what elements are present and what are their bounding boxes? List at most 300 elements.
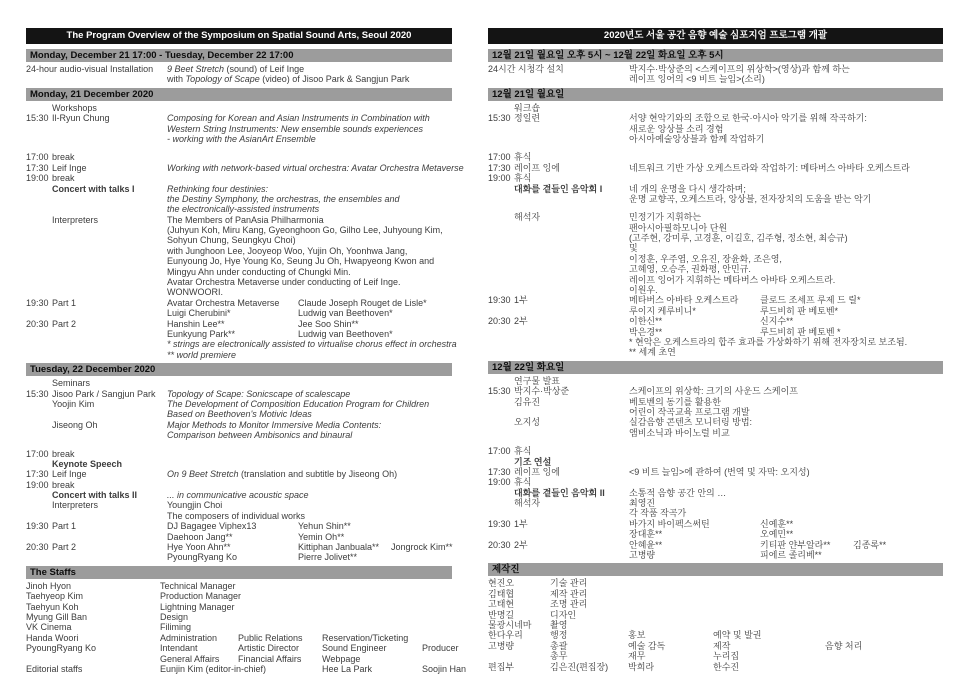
text-cell: Hye Yoon Ahn** bbox=[167, 542, 231, 553]
text-cell: 1부 bbox=[514, 295, 528, 306]
text-segment: Topology of Scape bbox=[185, 74, 263, 85]
schedule-row bbox=[26, 633, 452, 643]
schedule-row bbox=[26, 204, 452, 214]
schedule-row bbox=[26, 319, 452, 329]
text-cell: 17:30 bbox=[26, 162, 49, 173]
text-cell: Production Manager bbox=[160, 591, 242, 602]
text-cell: break bbox=[52, 152, 75, 163]
text-cell: 19:00 bbox=[488, 173, 511, 184]
schedule-row bbox=[26, 339, 457, 350]
text-cell: 스케이프의 위상학: 크기의 사운드 스케이프 bbox=[629, 386, 798, 397]
text-cell: 키티판 얀부알라** bbox=[760, 539, 831, 550]
schedule-row bbox=[488, 306, 943, 316]
schedule-row bbox=[26, 152, 452, 162]
text-cell: Western String Instruments: New ensemble sounds experiences bbox=[167, 123, 423, 134]
text-cell: 최영진 bbox=[629, 498, 656, 509]
schedule-row bbox=[26, 173, 452, 183]
schedule-row bbox=[26, 256, 452, 266]
schedule-row bbox=[488, 610, 943, 620]
text-cell: (고주현, 강미루, 고경훈, 이길호, 김주형, 정소현, 최승규) bbox=[629, 233, 848, 244]
schedule-row bbox=[26, 469, 452, 479]
text-cell bbox=[167, 469, 397, 479]
section-header-bar: 12월 22일 화요일 bbox=[488, 361, 943, 374]
schedule-row bbox=[488, 651, 943, 661]
text-cell: 19:00 bbox=[488, 477, 511, 488]
text-cell: 한수진 bbox=[713, 661, 740, 672]
text-cell: (Juhyun Koh, Miru Kang, Gyeonghoon Go, Gilho Lee, Juhyoung Kim, bbox=[167, 225, 443, 236]
text-cell: 홍보 bbox=[628, 630, 646, 641]
schedule-row bbox=[26, 267, 452, 277]
schedule-row bbox=[488, 397, 943, 407]
schedule-row bbox=[488, 662, 943, 672]
text-cell: 클로드 조세프 루제 드 릴* bbox=[760, 295, 861, 306]
text-cell: Editorial staffs bbox=[26, 663, 83, 674]
schedule-row bbox=[26, 622, 452, 632]
english-title-bar: The Program Overview of the Symposium on Spatial Sound Arts, Seoul 2020 bbox=[26, 28, 452, 44]
text-cell: Eunkyung Park** bbox=[167, 328, 236, 339]
section-header-bar: Monday, December 21 17:00 - Tuesday, December 22 17:00 bbox=[26, 49, 452, 62]
text-cell: 19:30 bbox=[26, 297, 49, 308]
schedule-row bbox=[26, 449, 452, 459]
text-cell: break bbox=[52, 479, 75, 490]
schedule-row bbox=[26, 389, 452, 399]
text-cell: 20:30 bbox=[26, 542, 49, 553]
schedule-row bbox=[488, 233, 943, 243]
text-cell: 24-hour audio-visual Installation bbox=[26, 64, 154, 74]
schedule-row bbox=[26, 194, 452, 204]
text-cell: 해석자 bbox=[514, 212, 541, 223]
text-cell: 19:30 bbox=[26, 521, 49, 532]
text-cell: 디자인 bbox=[550, 609, 577, 620]
text-cell: Jongrock Kim** bbox=[391, 542, 453, 553]
text-cell: 2부 bbox=[514, 539, 528, 550]
text-cell: 물광시네마 bbox=[488, 619, 532, 630]
section-header-bar: Tuesday, 22 December 2020 bbox=[26, 363, 452, 376]
text-cell: 촬영 bbox=[550, 619, 568, 630]
text-cell: Lightning Manager bbox=[160, 601, 235, 612]
schedule-row bbox=[488, 295, 943, 305]
text-cell: Claude Joseph Rouget de Lisle* bbox=[298, 297, 427, 308]
text-cell: 17:30 bbox=[488, 466, 511, 477]
schedule-row bbox=[488, 184, 943, 194]
schedule-row bbox=[488, 264, 943, 274]
text-cell: 소통적 음향 공간 안의 … bbox=[629, 487, 727, 498]
schedule-row bbox=[26, 103, 452, 113]
schedule-row bbox=[26, 643, 459, 654]
text-cell: 박지수·박상준의 <스케이프의 위상학>(영상)과 함께 하는 bbox=[629, 64, 850, 74]
text-cell: 24시간 시청각 설치 bbox=[488, 64, 564, 74]
text-cell: Composing for Korean and Asian Instruments in Combination with bbox=[167, 113, 430, 124]
schedule-row bbox=[488, 113, 943, 123]
schedule-row bbox=[488, 64, 943, 74]
schedule-row bbox=[488, 152, 943, 162]
text-cell: - working with the AsianArt Ensemble bbox=[167, 133, 316, 144]
text-cell: 행정 bbox=[550, 630, 568, 641]
text-cell: 대화를 곁들인 음악회 II bbox=[514, 487, 605, 498]
schedule-row bbox=[26, 581, 452, 591]
schedule-row bbox=[26, 246, 452, 256]
text-cell: Major Methods to Monitor Immersive Media Contents: bbox=[167, 419, 382, 430]
text-cell: 20:30 bbox=[488, 316, 511, 327]
schedule-row bbox=[488, 194, 943, 204]
schedule-row bbox=[26, 521, 452, 531]
schedule-row bbox=[26, 663, 467, 674]
schedule-row bbox=[488, 347, 943, 357]
text-cell: 휴식 bbox=[514, 477, 532, 488]
text-cell: 반명길 bbox=[488, 609, 515, 620]
schedule-row bbox=[488, 407, 943, 417]
section-header-bar: Monday, 21 December 2020 bbox=[26, 88, 452, 101]
text-cell: 각 작품 작곡가 bbox=[629, 508, 687, 519]
text-cell: 이정훈, 우주엽, 오유진, 장윤화, 조은영, bbox=[629, 253, 782, 264]
text-cell: 19:00 bbox=[26, 173, 49, 184]
text-cell: Yehun Shin** bbox=[298, 521, 351, 532]
text-cell: 김태협 bbox=[488, 588, 515, 599]
text-cell: 고병량 bbox=[488, 640, 515, 651]
schedule-row bbox=[26, 511, 452, 521]
text-cell bbox=[167, 74, 409, 84]
schedule-row bbox=[26, 532, 452, 542]
text-cell: Soojin Han bbox=[422, 663, 467, 674]
text-cell: 17:00 bbox=[26, 152, 49, 163]
schedule-row bbox=[488, 124, 943, 134]
text-cell: Part 2 bbox=[52, 318, 77, 329]
spacer-row bbox=[488, 204, 943, 212]
text-cell: 루드비히 판 베토벤* bbox=[760, 305, 839, 316]
text-cell: 실감음향 콘텐츠 모니터링 방법: bbox=[629, 417, 753, 428]
schedule-row bbox=[26, 350, 452, 360]
text-cell: Il-Ryun Chung bbox=[52, 113, 110, 124]
text-cell: 19:30 bbox=[488, 518, 511, 529]
text-cell: 해석자 bbox=[514, 498, 541, 509]
korean-title-bar: 2020년도 서울 공간 음향 예술 심포지엄 프로그램 개괄 bbox=[488, 28, 943, 44]
text-cell: with Junghoon Lee, Jooyeop Woo, Yujin Oh, Yoonhwa Jang, bbox=[167, 245, 408, 256]
text-cell: 재무 bbox=[628, 651, 646, 662]
text-cell: Eunjin Kim (editor-in-chief) bbox=[160, 663, 267, 674]
text-cell: 17:00 bbox=[488, 446, 511, 457]
text-cell: 제작 관리 bbox=[550, 588, 588, 599]
schedule-row bbox=[488, 254, 943, 264]
text-cell: ... in communicative acoustic space bbox=[167, 490, 309, 501]
schedule-row bbox=[26, 490, 452, 500]
text-cell: 민정기가 지휘하는 bbox=[629, 212, 702, 223]
text-cell: Daehoon Jang** bbox=[167, 531, 233, 542]
schedule-row bbox=[488, 285, 943, 295]
schedule-row bbox=[26, 215, 452, 225]
text-cell: Producer bbox=[422, 643, 459, 654]
text-cell: 메타버스 아바타 오케스트라 bbox=[629, 295, 739, 306]
text-cell: PyoungRyang Ko bbox=[167, 552, 238, 563]
schedule-row bbox=[26, 64, 452, 74]
schedule-row bbox=[488, 488, 943, 498]
program-column-english bbox=[26, 28, 467, 674]
text-cell: Webpage bbox=[322, 653, 361, 664]
text-cell: 현진오 bbox=[488, 578, 515, 589]
schedule-row bbox=[488, 275, 943, 285]
text-cell: Concert with talks I bbox=[52, 183, 135, 194]
text-cell: 신예훈** bbox=[760, 518, 794, 529]
schedule-row bbox=[26, 162, 464, 173]
text-cell: Hanshin Lee** bbox=[167, 318, 225, 329]
text-cell: 17:30 bbox=[488, 162, 511, 173]
text-cell: Design bbox=[160, 611, 189, 622]
text-cell: Reservation/Ticketing bbox=[322, 632, 409, 643]
schedule-row bbox=[26, 225, 452, 235]
text-cell: 오예민** bbox=[760, 529, 794, 540]
english-sections bbox=[26, 49, 467, 674]
text-cell: 20:30 bbox=[26, 318, 49, 329]
text-cell: Administration bbox=[160, 632, 218, 643]
text-cell: Youngjin Choi bbox=[167, 500, 223, 511]
text-cell: 음향 처리 bbox=[825, 640, 863, 651]
schedule-row bbox=[488, 376, 943, 386]
text-cell: the electronically-assisted instruments bbox=[167, 204, 320, 215]
text-cell: Ludwig van Beethoven* bbox=[298, 308, 393, 319]
schedule-row bbox=[26, 459, 452, 469]
text-cell: 어린이 작곡교육 프로그램 개발 bbox=[629, 406, 750, 417]
schedule-row bbox=[26, 134, 452, 144]
text-cell: Interpreters bbox=[52, 214, 99, 225]
schedule-row bbox=[488, 477, 943, 487]
schedule-row bbox=[26, 235, 452, 245]
text-cell: Comparison between Ambisonics and binaural bbox=[167, 430, 353, 441]
text-cell: 김유진 bbox=[514, 396, 541, 407]
text-cell: 조명 관리 bbox=[550, 599, 588, 610]
schedule-row bbox=[488, 467, 943, 477]
text-cell: 연구물 발표 bbox=[514, 375, 560, 386]
schedule-row bbox=[488, 327, 943, 337]
text-cell: Leif Inge bbox=[52, 162, 87, 173]
schedule-row bbox=[26, 409, 452, 419]
text-cell: 15:30 bbox=[26, 388, 49, 399]
text-cell: break bbox=[52, 448, 75, 459]
text-cell bbox=[167, 64, 304, 74]
text-cell: Sound Engineer bbox=[322, 643, 387, 654]
text-cell: Hee La Park bbox=[322, 663, 373, 674]
text-cell: Sohyun Chung, Seungkyu Choi) bbox=[167, 235, 296, 246]
text-cell: Jee Soo Shin** bbox=[298, 318, 359, 329]
schedule-row bbox=[26, 329, 452, 339]
text-cell: 네트워크 기반 가상 오케스트라와 작업하기: 메타버스 아바타 오케스트라 bbox=[629, 162, 910, 173]
text-cell: 베토벤의 동기를 활용한 bbox=[629, 396, 721, 407]
text-cell: 팬아시아필하모니아 단원 bbox=[629, 222, 728, 233]
text-cell: Taehyeop Kim bbox=[26, 591, 84, 602]
schedule-row bbox=[488, 103, 943, 113]
text-cell: Topology of Scape: Sonicscape of scalescape bbox=[167, 388, 351, 399]
spacer-row bbox=[26, 441, 452, 449]
text-cell: Intendant bbox=[160, 643, 198, 654]
text-cell: <9 비트 늘임>에 관하여 (번역 및 자막: 오지성) bbox=[629, 466, 810, 477]
text-cell: 휴식 bbox=[514, 446, 532, 457]
schedule-row bbox=[26, 184, 452, 194]
text-cell: 안혜윤** bbox=[629, 539, 663, 550]
text-cell: break bbox=[52, 173, 75, 184]
text-cell: 루이지 케루비니* bbox=[629, 305, 696, 316]
schedule-row bbox=[26, 74, 452, 84]
text-cell: Filiming bbox=[160, 622, 192, 633]
text-cell: 대화를 곁들인 음악회 I bbox=[514, 183, 603, 194]
text-cell: 박희라 bbox=[628, 661, 655, 672]
schedule-row bbox=[488, 589, 943, 599]
text-cell: Jisoo Park / Sangjun Park bbox=[52, 388, 156, 399]
text-cell: 바가지 바이펙스써틴 bbox=[629, 518, 710, 529]
text-cell: 이한신** bbox=[629, 316, 663, 327]
schedule-row bbox=[26, 480, 452, 490]
schedule-row bbox=[488, 550, 943, 560]
text-cell: Avatar Orchestra Metaverse under conducting of Leif Inge. bbox=[167, 277, 401, 288]
text-cell: WONWOORI. bbox=[167, 287, 223, 298]
text-cell: 한다우리 bbox=[488, 630, 523, 641]
text-cell: 박은경** bbox=[629, 326, 663, 337]
text-cell: Avatar Orchestra Metaverse bbox=[167, 297, 280, 308]
text-cell: 누리집 bbox=[713, 651, 740, 662]
schedule-row bbox=[488, 446, 943, 456]
text-cell: Workshops bbox=[52, 102, 97, 113]
text-cell: 오지성 bbox=[514, 417, 541, 428]
text-cell: The Members of PanAsia Philharmonia bbox=[167, 214, 324, 225]
text-cell: Concert with talks II bbox=[52, 490, 138, 501]
text-segment: (sound) of Leif Inge bbox=[226, 64, 305, 74]
text-cell: General Affairs bbox=[160, 653, 220, 664]
text-cell: 편집부 bbox=[488, 661, 515, 672]
text-cell: 피에르 졸리베** bbox=[760, 550, 822, 561]
section-header-bar: 12월 21일 월요일 bbox=[488, 88, 943, 101]
text-cell: 고혜영, 오승주, 권화평, 안민규. bbox=[629, 264, 751, 275]
text-cell: DJ Bagagee Viphex13 bbox=[167, 521, 257, 532]
text-cell: The Development of Composition Education Program for Children bbox=[167, 398, 430, 409]
schedule-row bbox=[26, 591, 452, 601]
text-cell: Artistic Director bbox=[238, 643, 300, 654]
text-cell: 고병량 bbox=[629, 550, 656, 561]
text-cell: Technical Manager bbox=[160, 580, 236, 591]
text-cell: 장대훈** bbox=[629, 529, 663, 540]
text-cell: 레이프 잉어의 <9 비트 늘임>(소리) bbox=[629, 74, 765, 85]
text-cell: 20:30 bbox=[488, 539, 511, 550]
schedule-row bbox=[488, 74, 943, 84]
schedule-row bbox=[488, 417, 943, 427]
text-cell: Kittiphan Janbuala** bbox=[298, 542, 380, 553]
text-cell: ** world premiere bbox=[167, 349, 237, 360]
section-header-bar: The Staffs bbox=[26, 566, 452, 579]
text-cell: 휴식 bbox=[514, 152, 532, 163]
text-cell: Yemin Oh** bbox=[298, 531, 345, 542]
text-cell: Handa Woori bbox=[26, 632, 79, 643]
schedule-row bbox=[488, 540, 943, 550]
schedule-row bbox=[26, 378, 452, 388]
text-cell: 레이프 잉어가 지휘하는 메타버스 아바타 오케스트라. bbox=[629, 274, 836, 285]
text-segment: 9 Beet Stretch bbox=[167, 64, 227, 74]
text-cell: Based on Beethoven's Motivic Ideas bbox=[167, 409, 312, 420]
text-cell: 17:00 bbox=[488, 152, 511, 163]
text-segment: (translation and subtitle by Jiseong Oh) bbox=[241, 469, 398, 480]
text-cell: Ludwig van Beethoven* bbox=[298, 328, 393, 339]
text-cell: Public Relations bbox=[238, 632, 303, 643]
text-cell: 박지수·박상준 bbox=[514, 386, 570, 397]
schedule-row bbox=[26, 430, 452, 440]
text-cell: PyoungRyang Ko bbox=[26, 643, 97, 654]
text-cell: Rethinking four destinies: bbox=[167, 183, 269, 194]
schedule-row bbox=[488, 173, 943, 183]
schedule-row bbox=[488, 457, 943, 467]
schedule-row bbox=[488, 163, 943, 173]
schedule-row bbox=[488, 386, 943, 396]
spacer-row bbox=[488, 144, 943, 152]
schedule-row bbox=[488, 337, 943, 347]
text-cell: 루드비히 판 베토벤 * bbox=[760, 326, 841, 337]
schedule-row bbox=[488, 641, 943, 651]
schedule-row bbox=[488, 498, 943, 508]
schedule-row bbox=[488, 223, 943, 233]
schedule-row bbox=[26, 612, 452, 622]
section-header-bar: 12월 21일 월요일 오후 5시 ~ 12월 22일 화요일 오후 5시 bbox=[488, 49, 943, 62]
schedule-row bbox=[488, 508, 943, 518]
schedule-row bbox=[26, 399, 452, 409]
schedule-row bbox=[26, 277, 452, 287]
schedule-row bbox=[26, 542, 452, 552]
schedule-row bbox=[488, 599, 943, 609]
text-cell: 새로운 앙상블 소리 경험 bbox=[629, 123, 724, 134]
section-header-bar: 제작진 bbox=[488, 563, 943, 576]
text-cell: Eunyoung Jo, Hye Young Ko, Seung Ju Oh, Hwapyeong Kwon and bbox=[167, 256, 435, 267]
text-cell: 네 개의 운명을 다시 생각하며; bbox=[629, 183, 746, 194]
korean-sections bbox=[488, 49, 943, 672]
schedule-row bbox=[488, 134, 943, 144]
text-cell: * strings are electronically assisted to virtualise chorus effect in orchestra bbox=[167, 339, 457, 350]
text-cell: Part 2 bbox=[52, 542, 77, 553]
text-cell: Myung Gill Ban bbox=[26, 611, 88, 622]
text-cell: 아시아예술앙상블과 함께 작업하기 bbox=[629, 133, 765, 144]
schedule-row bbox=[488, 630, 943, 640]
text-cell: 19:00 bbox=[26, 479, 49, 490]
schedule-row bbox=[26, 287, 452, 297]
text-cell: 예약 및 발권 bbox=[713, 630, 762, 641]
text-cell: 휴식 bbox=[514, 173, 532, 184]
text-cell: the Destiny Symphony, the orchestras, the ensembles and bbox=[167, 193, 400, 204]
schedule-row bbox=[488, 212, 943, 222]
text-segment: (video) of Jisoo Park & Sangjun Park bbox=[262, 74, 410, 85]
schedule-row bbox=[488, 316, 943, 326]
text-cell: VK Cinema bbox=[26, 622, 72, 633]
text-segment: On 9 Beet Stretch bbox=[167, 469, 242, 480]
schedule-row bbox=[26, 500, 452, 510]
schedule-row bbox=[26, 113, 452, 123]
schedule-row bbox=[26, 420, 452, 430]
text-cell: 2부 bbox=[514, 316, 528, 327]
schedule-row bbox=[26, 552, 452, 562]
schedule-row bbox=[26, 602, 452, 612]
text-cell: Keynote Speech bbox=[52, 458, 123, 469]
schedule-row bbox=[26, 298, 452, 308]
text-cell: 기조 연설 bbox=[514, 456, 552, 467]
text-cell: 예술 감독 bbox=[628, 640, 666, 651]
schedule-row bbox=[488, 620, 943, 630]
text-cell: Yoojin Kim bbox=[52, 398, 95, 409]
text-cell: Seminars bbox=[52, 378, 91, 389]
text-segment: with bbox=[167, 74, 186, 85]
schedule-row bbox=[26, 654, 452, 664]
text-cell: 15:30 bbox=[26, 113, 49, 124]
text-cell: 기술 관리 bbox=[550, 578, 588, 589]
schedule-row bbox=[488, 243, 943, 253]
text-cell: 김종록** bbox=[853, 539, 887, 550]
text-cell: ** 세계 초연 bbox=[629, 347, 676, 358]
text-cell: Mingyu Ahn under conducting of Chungki Min. bbox=[167, 266, 351, 277]
text-cell: Working with network-based virtual orchestra: Avatar Orchestra Metaverse bbox=[167, 162, 464, 173]
text-cell: 17:00 bbox=[26, 448, 49, 459]
text-cell: 고태현 bbox=[488, 599, 515, 610]
text-cell: Part 1 bbox=[52, 297, 77, 308]
program-column-korean bbox=[488, 28, 943, 672]
